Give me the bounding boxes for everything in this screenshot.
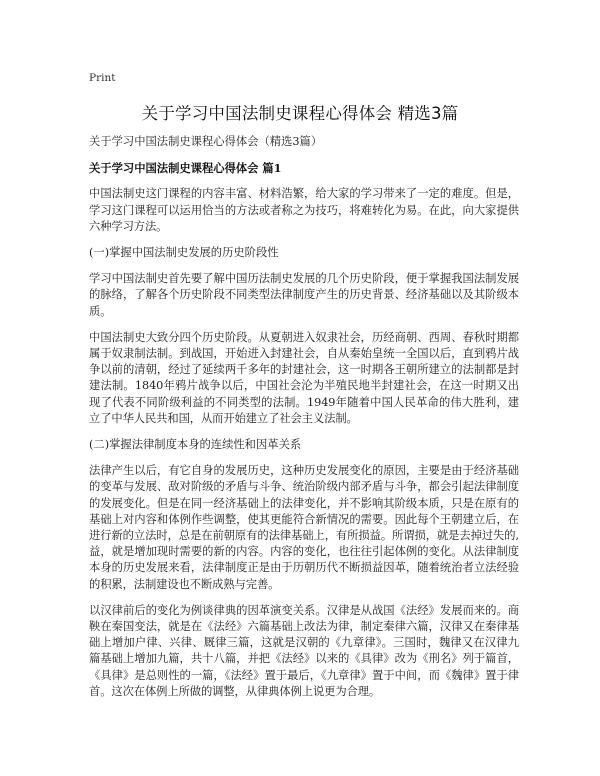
- paragraph-han-law: 以汉律前后的变化为例谈律典的因革演变关系。汉律是从战国《法经》发展而来的。商鞅在秦国变法，就是在《法经》六篇基础上改法为律，制定秦律六篇，汉律又在秦律基础上增加户律、兴律、厩律三篇，这就是汉朝的《九章律》。三国时，魏律又在汉律九篇基础上增加九篇，共十八篇，并把《法经》以来的《具律》改为《刑名》列于篇首，《具律》是总则性的一篇，《法经》置于最后，《九章律》置于中间，而《魏律》置于律首。这次在体例上所做的调整，从律典体例上说更为合理。: [89, 603, 519, 698]
- document-subtitle: 关于学习中国法制史课程心得体会（精选3篇）: [89, 135, 323, 148]
- document-body: [89, 134, 519, 710]
- subheading-historical-stages: (一)掌握中国法制史发展的历史阶段性: [89, 246, 279, 260]
- document-title: 关于学习中国法制史课程心得体会 精选3篇: [141, 104, 459, 123]
- section-heading: 关于学习中国法制史课程心得体会 篇1: [89, 161, 282, 176]
- subheading-continuity: (二)掌握法律制度本身的连续性和因革关系: [89, 438, 302, 452]
- paragraph-four-stages: 中国法制史大致分四个历史阶段。从夏朝进入奴隶社会，历经商朝、西周、春秋时期都属于奴隶制法制。到战国，开始进入封建社会，自从秦始皇统一全国以后，直到鸦片战争以前的清朝，经过了延续两千多年的封建社会，这一时期各王朝所建立的法制都是封建法制。1840年鸦片战争以后，中国社会沦为半殖民地半封建社会，在这一时期又出现了代表不同阶级利益的不同类型的法制。1949年随着中国人民革命的伟大胜利，建立了中华人民共和国，从而开始建立了社会主义法制。: [89, 330, 519, 425]
- paragraph-legal-development: 法律产生以后，有它自身的发展历史，这种历史发展变化的原因，主要是由于经济基础的变革与发展、敌对阶级的矛盾与斗争、统治阶级内部矛盾与斗争，都会引起法律制度的发展变化。但是在同一经济基础上的法律变化，并不影响其阶级本质，只是在原有的基础上对内容和体例作些调整，使其更能符合新情况的需要。因此每个王朝建立后，在进行新的立法时，总是在前朝原有的法律基础上，有所损益。所谓损，就是去掉过失的,益，就是增加现时需要的新的内容。内容的变化，也往往引起体例的变化。从法律制度本身的历史发展来看，法律制度正是由于历朝历代不断损益因革，随着统治者立法经验的积累，法制建设也不断成熟与完善。: [89, 464, 519, 591]
- paragraph-stages-intro: 学习中国法制史首先要了解中国历法制史发展的几个历史阶段，便于掌握我国法制发展的脉络，了解各个历史阶段不同类型法律制度产生的历史背景、经济基础以及其阶级本质。: [89, 272, 519, 318]
- print-label: Print: [89, 72, 116, 84]
- paragraph-intro: 中国法制史这门课程的内容丰富、材料浩繁，给大家的学习带来了一定的难度。但是，学习这门课程可以运用恰当的方法或者称之为技巧，将难转化为易。在此，向大家提供六种学习方法。: [89, 187, 519, 233]
